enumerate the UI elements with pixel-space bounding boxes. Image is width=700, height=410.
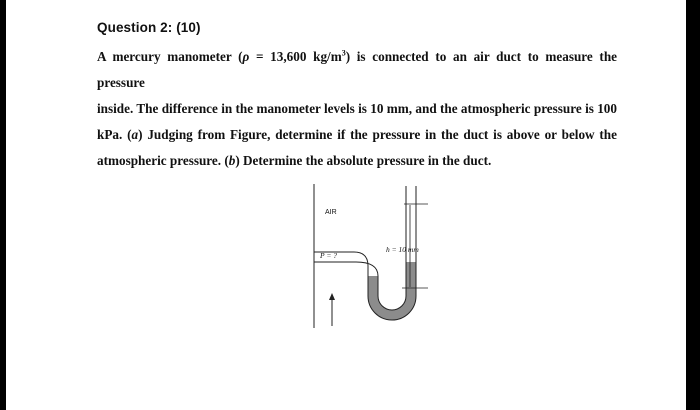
air-label: AIR <box>325 209 337 216</box>
question-line-1 <box>97 44 617 96</box>
pressure-label: P = ? <box>320 251 338 260</box>
manometer-figure <box>306 176 456 336</box>
part-a-marker: a <box>131 127 139 142</box>
cubic-exponent: 3 <box>341 48 346 58</box>
question-title: Question 2: (10) <box>97 20 201 35</box>
line-3-end: ) Judging from Figure, determine if the pressure in the duct is above or below the <box>138 127 617 142</box>
line-4-start: atmospheric pressure. ( <box>97 153 229 168</box>
height-label: h = 10 mm <box>386 245 419 254</box>
rho-symbol: ρ <box>242 49 250 64</box>
question-line-3 <box>97 122 617 148</box>
density-value: = 13,600 kg/m <box>249 49 342 64</box>
question-text <box>97 44 617 174</box>
document-page <box>6 0 686 410</box>
up-arrow-icon <box>329 293 335 300</box>
mercury-column <box>368 262 416 320</box>
question-line-4 <box>97 148 617 174</box>
part-b-marker: b <box>228 153 236 168</box>
line-3-start: kPa. ( <box>97 127 132 142</box>
line-1-end: ) is connected to an air duct to measure the pressure <box>97 49 618 90</box>
question-line-2: inside. The difference in the manometer levels is 10 mm, and the atmospheric pressure is 100 <box>97 101 617 116</box>
line-1-start: A mercury manometer ( <box>97 49 243 64</box>
line-4-end: ) Determine the absolute pressure in the duct. <box>235 153 492 168</box>
